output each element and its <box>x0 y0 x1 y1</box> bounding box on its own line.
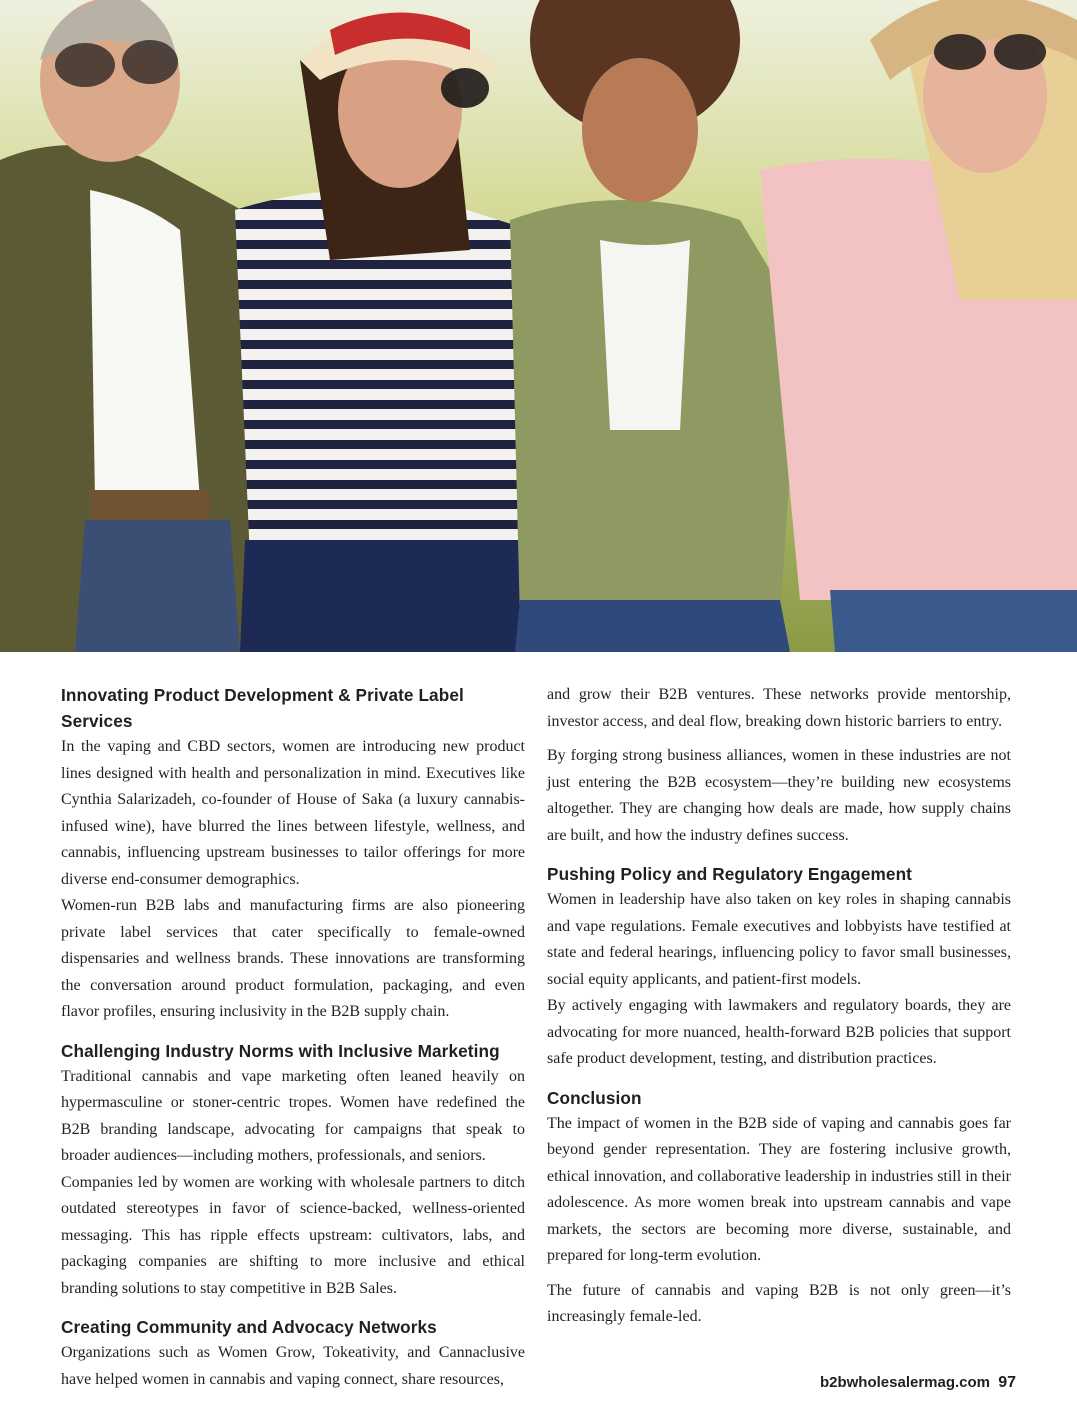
right-column <box>547 682 1011 1331</box>
paragraph: By forging strong business alliances, women in these industries are not just entering the B2B ecosystem—they’re building new ecosystems altogether. They are changing how deals are made, how supply chains are built, and how the industry defines success. <box>547 747 1011 844</box>
photo-four-women-laughing-icon <box>0 0 1077 652</box>
paragraph: Traditional cannabis and vape marketing often leaned heavily on hypermasculine or stoner-centric tropes. Women have redefined the B2B branding landscape, advocating for campaigns that speak to broader audiences—including mothers, professionals, and seniors. <box>61 1067 525 1164</box>
section-heading: Conclusion <box>547 1087 642 1108</box>
paragraph: The impact of women in the B2B side of vaping and cannabis goes far beyond gender representation. They are fostering inclusive growth, ethical innovation, and collaborative leadership in industries still in their adolescence. As more women break into upstream cannabis and vape markets, the sectors are becoming more diverse, sustainable, and prepared for long-term evolution. <box>547 1114 1011 1264</box>
section-heading: Pushing Policy and Regulatory Engagement <box>547 864 912 884</box>
left-column <box>61 682 525 1393</box>
paragraph: The future of cannabis and vaping B2B is not only green—it’s increasingly female-led. <box>547 1281 1011 1325</box>
section-heading: Challenging Industry Norms with Inclusive Marketing <box>61 1040 500 1061</box>
paragraph: Women in leadership have also taken on key roles in shaping cannabis and vape regulations. Female executives and lobbyists have testified at state and federal hearings, influencing policy to favor small businesses, social equity applicants, and patient-first models. <box>547 891 1011 988</box>
section-heading: Innovating Product Development & Private Label Services <box>61 685 464 731</box>
paragraph: and grow their B2B ventures. These networks provide mentorship, investor access, and deal flow, breaking down historic barriers to entry. <box>547 686 1011 730</box>
hero-photo <box>0 0 1077 652</box>
paragraph: Organizations such as Women Grow, Tokeativity, and Cannaclusive have helped women in cannabis and vaping connect, share resources, <box>61 1344 525 1388</box>
site-url: b2bwholesalermag.com <box>819 1374 991 1391</box>
paragraph: By actively engaging with lawmakers and regulatory boards, they are advocating for more nuanced, health-forward B2B policies that support safe product development, testing, and distribution practices. <box>547 997 1011 1067</box>
paragraph: Women-run B2B labs and manufacturing firms are also pioneering private label services that cater specifically to female-owned dispensaries and wellness brands. These innovations are transforming the conversation around product formulation, packaging, and even flavor profiles, ensuring inclusivity in the B2B supply chain. <box>61 897 525 1020</box>
paragraph: In the vaping and CBD sectors, women are introducing new product lines designed with health and personalization in mind. Executives like Cynthia Salarizadeh, co-founder of House of Saka (a luxury cannabis-infused wine), have blurred the lines between lifestyle, wellness, and cannabis, influencing upstream businesses to tailor offerings for more diverse end-consumer demographics. <box>61 738 525 888</box>
paragraph: Companies led by women are working with wholesale partners to ditch outdated stereotypes in favor of science-backed, wellness-oriented messaging. This has ripple effects upstream: cultivators, labs, and packaging companies are shifting to more inclusive and ethical branding solutions to stay competitive in B2B Sales. <box>61 1173 525 1297</box>
page-number: 97 <box>998 1374 1016 1391</box>
section-heading: Creating Community and Advocacy Networks <box>61 1317 437 1337</box>
page-footer <box>820 1374 1016 1392</box>
